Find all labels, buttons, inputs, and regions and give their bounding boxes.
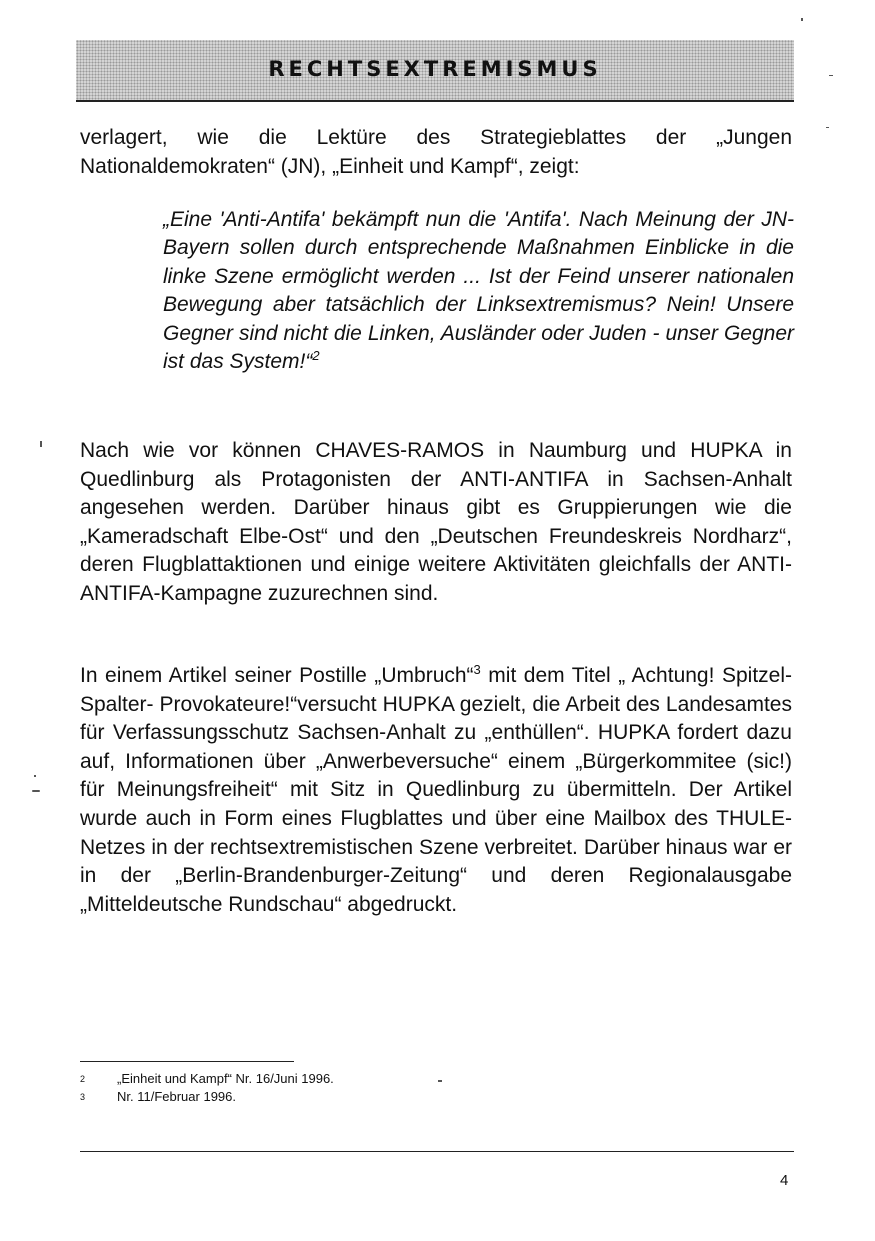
paragraph-umbruch-lead: In einem Artikel seiner Postille „Umbruch“ bbox=[80, 664, 474, 687]
footnote-text: „Einheit und Kampf“ Nr. 16/Juni 1996. bbox=[117, 1071, 334, 1086]
footnote-divider bbox=[80, 1061, 294, 1062]
scan-speck bbox=[801, 18, 803, 21]
scan-speck bbox=[826, 127, 829, 128]
footnote-mark: 3 bbox=[80, 1092, 86, 1102]
scan-speck bbox=[32, 790, 40, 792]
scan-speck bbox=[438, 1080, 442, 1082]
paragraph-protagonists: Nach wie vor können CHAVES-RAMOS in Naumburg und HUPKA in Quedlinburg als Protagonisten der ANTI-ANTIFA in Sachsen-Anhalt angesehen werden. Darüber hinaus gibt es Gruppierungen wie die „Kameradschaft Elbe-Ost“ und den „Deutschen Freundeskreis Nordharz“, deren Flugblattaktionen und einige weitere Aktivitäten gleichfalls der ANTI-ANTIFA-Kampagne zuzurechnen sind. bbox=[80, 439, 792, 605]
page-bottom-rule bbox=[80, 1151, 794, 1152]
footnote-ref-3: 3 bbox=[473, 662, 481, 677]
intro-paragraph: verlagert, wie die Lektüre des Strategieblattes der „Jungen Nationaldemokraten“ (JN), „Einheit und Kampf“, zeigt: bbox=[80, 126, 792, 178]
section-title: RECHTSEXTREMISMUS bbox=[268, 57, 602, 81]
footnotes bbox=[80, 1070, 580, 1106]
scan-speck bbox=[829, 75, 833, 76]
paragraph-umbruch bbox=[80, 662, 792, 919]
footnote-text: Nr. 11/Februar 1996. bbox=[117, 1089, 236, 1104]
scan-speck bbox=[40, 441, 42, 447]
footnote-item bbox=[80, 1088, 580, 1106]
footnote-mark: 2 bbox=[80, 1074, 86, 1084]
quote-text: „Eine 'Anti-Antifa' bekämpft nun die 'Antifa'. Nach Meinung der JN-Bayern sollen durch entsprechende Maßnahmen Einblicke in die linke Szene ermöglicht werden ... Ist der Feind unserer nationalen Bewegung aber tatsächlich der Linksextremismus? Nein! Unsere Gegner sind nicht die Linken, Ausländer oder Juden - unser Gegner ist das System!“ bbox=[163, 208, 794, 374]
footnote-item bbox=[80, 1070, 580, 1088]
footnote-ref-2: 2 bbox=[312, 348, 320, 364]
page-number: 4 bbox=[780, 1172, 789, 1189]
section-header-band bbox=[76, 40, 794, 102]
paragraph-umbruch-rest: mit dem Titel „ Achtung! Spitzel- Spalter- Provokateure!“versucht HUPKA gezielt, die Arbeit des Landesamtes für Verfassungsschutz Sachsen-Anhalt zu „enthüllen“. HUPKA fordert dazu auf, Informationen über „Anwerbeversuche“ einem „Bürgerkommitee (sic!) für Meinungsfreiheit“ mit Sitz in Quedlinburg zu übermitteln. Der Artikel wurde auch in Form eines Flugblattes und über eine Mailbox des THULE-Netzes in der rechtsextremistischen Szene verbreitet. Darüber hinaus war er in der „Berlin-Brandenburger-Zeitung“ und deren Regionalausgabe „Mitteldeutsche Rundschau“ abgedruckt. bbox=[80, 664, 792, 916]
scan-speck bbox=[34, 775, 36, 777]
block-quote bbox=[163, 206, 794, 376]
